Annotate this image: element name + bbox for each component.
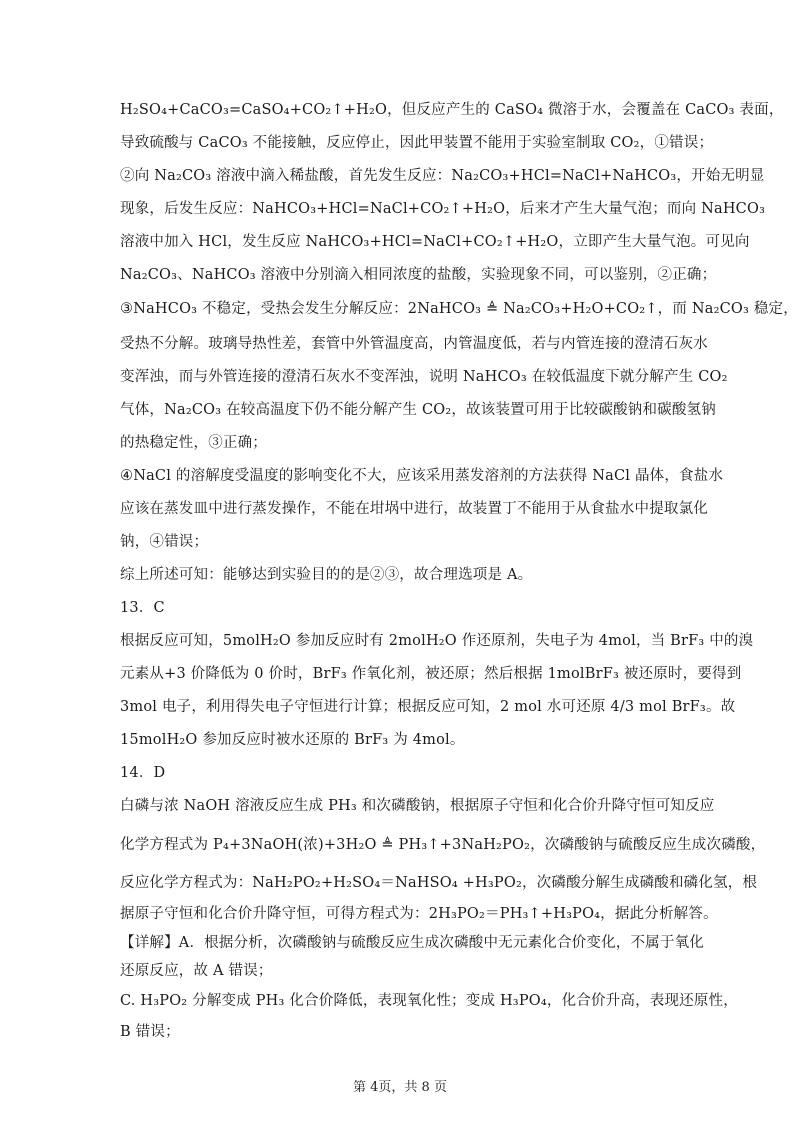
text-line: C. H₃PO₂ 分解变成 PH₃ 化合价降低，表现氧化性；变成 H₃PO₄，化合价升高，表现还原性，	[120, 993, 738, 1009]
text-line: 现象，后发生反应：NaHCO₃+HCl=NaCl+CO₂↑+H₂O，后来才产生大量气泡；而向 NaHCO₃	[120, 201, 766, 217]
text-line: 根据反应可知，5molH₂O 参加反应时有 2molH₂O 作还原剂，失电子为 4mol，当 BrF₃ 中的溴	[120, 633, 754, 649]
text-line: 3mol 电子，利用得失电子守恒进行计算；根据反应可知，2 mol 水可还原 4/3 mol BrF₃。故	[120, 699, 736, 715]
text-line: 化学方程式为 P₄+3NaOH(浓)+3H₂O ≜ PH₃↑+3NaH₂PO₂，次磷酸钠与硫酸反应生成次磷酸，	[120, 837, 766, 853]
text-line: 【详解】A．根据分析，次磷酸钠与硫酸反应生成次磷酸中无元素化合价变化，不属于氧化	[120, 935, 704, 951]
text-line: 元素从+3 价降低为 0 价时，BrF₃ 作氧化剂，被还原；然后根据 1molBrF₃ 被还原时，要得到	[120, 666, 742, 682]
text-line: ②向 Na₂CO₃ 溶液中滴入稀盐酸，首先发生反应：Na₂CO₃+HCl=NaCl+NaHCO₃，开始无明显	[120, 168, 765, 184]
text-line: 反应化学方程式为：NaH₂PO₂+H₂SO₄＝NaHSO₄ +H₃PO₂，次磷酸分解生成磷酸和磷化氢，根	[120, 875, 758, 891]
text-line: 气体，Na₂CO₃ 在较高温度下仍不能分解产生 CO₂，故该装置可用于比较碳酸钠和碳酸氢钠	[120, 402, 716, 418]
text-line: 15molH₂O 参加反应时被水还原的 BrF₃ 为 4mol。	[120, 732, 465, 748]
text-line: B 错误；	[120, 1024, 180, 1040]
text-line: 变浑浊，而与外管连接的澄清石灰水不变浑浊，说明 NaHCO₃ 在较低温度下就分解产生 CO₂	[120, 369, 728, 385]
text-line: 应该在蒸发皿中进行蒸发操作，不能在坩埚中进行，故装置丁不能用于从食盐水中提取氯化	[120, 501, 708, 517]
text-line: 导致硫酸与 CaCO₃ 不能接触，反应停止，因此甲装置不能用于实验室制取 CO₂，①错误；	[120, 135, 714, 151]
text-line: 据原子守恒和化合价升降守恒，可得方程式为：2H₃PO₂＝PH₃↑+H₃PO₄，据此分析解答。	[120, 906, 718, 922]
question-number: 14．D	[120, 765, 166, 781]
text-line: ④NaCl 的溶解度受温度的影响变化不大，应该采用蒸发溶剂的方法获得 NaCl 晶体，食盐水	[120, 468, 724, 484]
text-line: Na₂CO₃、NaHCO₃ 溶液中分别滴入相同浓度的盐酸，实验现象不同，可以鉴别，②正确；	[120, 267, 717, 283]
text-line: 白磷与浓 NaOH 溶液反应生成 PH₃ 和次磷酸钠，根据原子守恒和化合价升降守恒可知反应	[120, 798, 715, 814]
text-line: 溶液中加入 HCl，发生反应 NaHCO₃+HCl=NaCl+CO₂↑+H₂O，立即产生大量气泡。可见向	[120, 234, 750, 250]
text-line: 受热不分解。玻璃导热性差，套管中外管温度高，内管温度低，若与内管连接的澄清石灰水	[120, 336, 708, 352]
page-footer: 第 4页，共 8 页	[353, 1080, 447, 1095]
text-line: 的热稳定性，③正确；	[120, 435, 267, 451]
text-line: ③NaHCO₃ 不稳定，受热会发生分解反应：2NaHCO₃ ≜ Na₂CO₃+H₂O+CO₂↑，而 Na₂CO₃ 稳定，	[120, 301, 798, 317]
text-line: 钠，④错误；	[120, 534, 209, 550]
question-number: 13．C	[120, 600, 165, 616]
text-line: 综上所述可知：能够达到实验目的的是②③，故合理选项是 A。	[120, 567, 533, 583]
text-line: H₂SO₄+CaCO₃=CaSO₄+CO₂↑+H₂O，但反应产生的 CaSO₄ 微溶于水，会覆盖在 CaCO₃ 表面，	[120, 102, 784, 118]
text-line: 还原反应，故 A 错误；	[120, 963, 273, 979]
